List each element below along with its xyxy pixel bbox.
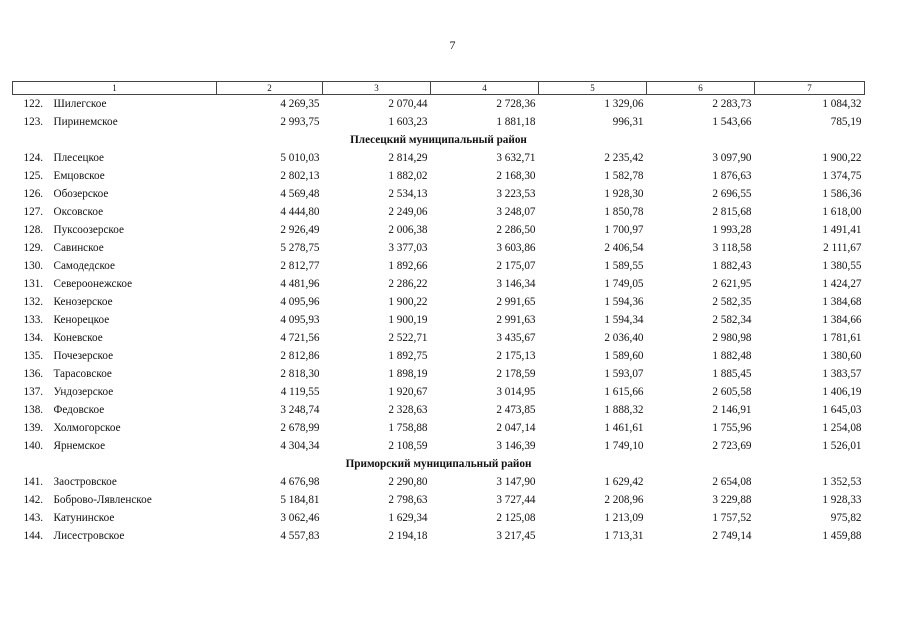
value-cell: 4 119,55 xyxy=(280,385,320,398)
row-label-cell xyxy=(13,491,217,509)
row-label-cell xyxy=(13,95,217,114)
settlement-name: Холмогорское xyxy=(53,421,121,434)
value-cell: 2 175,13 xyxy=(496,349,536,362)
value-cell: 2 235,42 xyxy=(604,151,644,164)
value-cell: 1 615,66 xyxy=(604,385,644,398)
value-cell: 2 654,08 xyxy=(712,475,752,488)
value-cell: 1 749,10 xyxy=(604,439,644,452)
row-label-cell xyxy=(13,473,217,491)
settlement-name: Шилегское xyxy=(53,97,107,110)
settlement-name: Федовское xyxy=(53,403,105,416)
settlement-name: Самодедское xyxy=(53,259,116,272)
table-body xyxy=(13,82,865,546)
table-row xyxy=(13,437,865,455)
value-cell: 2 582,34 xyxy=(712,313,752,326)
value-cell: 2 991,63 xyxy=(496,313,536,326)
table-row xyxy=(13,149,865,167)
value-cell: 1 603,23 xyxy=(388,115,428,128)
row-label-cell xyxy=(13,509,217,527)
value-cell: 2 696,55 xyxy=(712,187,752,200)
value-cell: 2 802,13 xyxy=(280,169,320,182)
value-cell: 1 380,60 xyxy=(822,349,862,362)
value-cell: 1 383,57 xyxy=(822,367,862,380)
value-cell: 2 286,22 xyxy=(388,277,428,290)
value-cell: 1 254,08 xyxy=(822,421,862,434)
value-cell: 2 812,77 xyxy=(280,259,320,272)
value-cell: 2 991,65 xyxy=(496,295,536,308)
value-cell: 1 380,55 xyxy=(822,259,862,272)
value-cell: 3 248,07 xyxy=(496,205,536,218)
table-row xyxy=(13,257,865,275)
value-cell: 1 586,36 xyxy=(822,187,862,200)
value-cell: 2 283,73 xyxy=(712,97,752,110)
row-number: 128. xyxy=(23,223,44,236)
row-number: 136. xyxy=(23,367,44,380)
settlement-name: Обозерское xyxy=(53,187,109,200)
row-number: 138. xyxy=(23,403,44,416)
value-cell: 2 993,75 xyxy=(280,115,320,128)
value-cell: 2 328,63 xyxy=(388,403,428,416)
value-cell: 5 010,03 xyxy=(280,151,320,164)
table-row xyxy=(13,203,865,221)
value-cell: 2 812,86 xyxy=(280,349,320,362)
value-cell: 1 928,33 xyxy=(822,493,862,506)
value-cell: 3 229,88 xyxy=(712,493,752,506)
value-cell: 1 882,48 xyxy=(712,349,752,362)
settlement-name: Емцовское xyxy=(53,169,105,182)
settlement-name: Ярнемское xyxy=(53,439,106,452)
settlement-name: Оксовское xyxy=(53,205,104,218)
settlement-name: Ундозерское xyxy=(53,385,114,398)
row-label-cell xyxy=(13,401,217,419)
table-row xyxy=(13,311,865,329)
table-row xyxy=(13,419,865,437)
page-number: 7 xyxy=(449,38,456,52)
value-cell: 1 900,19 xyxy=(388,313,428,326)
value-cell: 1 406,19 xyxy=(822,385,862,398)
row-number: 131. xyxy=(23,277,44,290)
value-cell: 2 146,91 xyxy=(712,403,752,416)
value-cell: 4 481,96 xyxy=(280,277,320,290)
row-label-cell xyxy=(13,311,217,329)
value-cell: 1 384,66 xyxy=(822,313,862,326)
table-row xyxy=(13,527,865,545)
row-label-cell xyxy=(13,365,217,383)
value-cell: 2 194,18 xyxy=(388,529,428,542)
value-cell: 3 062,46 xyxy=(280,511,320,524)
table-row xyxy=(13,113,865,131)
value-cell: 1 900,22 xyxy=(388,295,428,308)
value-cell: 1 589,60 xyxy=(604,349,644,362)
row-number: 142. xyxy=(23,493,44,506)
row-label-cell xyxy=(13,257,217,275)
settlement-name: Североонежское xyxy=(53,277,133,290)
value-cell: 1 645,03 xyxy=(822,403,862,416)
value-cell: 5 278,75 xyxy=(280,241,320,254)
settlement-name: Плесецкое xyxy=(53,151,105,164)
value-cell: 2 582,35 xyxy=(712,295,752,308)
row-number: 132. xyxy=(23,295,44,308)
column-header: 1 xyxy=(13,82,217,95)
row-label-cell xyxy=(13,383,217,401)
value-cell: 2 749,14 xyxy=(712,529,752,542)
row-label-cell xyxy=(13,167,217,185)
value-cell: 2 286,50 xyxy=(496,223,536,236)
row-number: 141. xyxy=(23,475,44,488)
value-cell: 2 728,36 xyxy=(496,97,536,110)
column-header: 2 xyxy=(217,82,323,95)
value-cell: 1 928,30 xyxy=(604,187,644,200)
value-cell: 1 850,78 xyxy=(604,205,644,218)
table-row xyxy=(13,95,865,114)
table-row xyxy=(13,329,865,347)
district-title: Приморский муниципальный район xyxy=(345,457,532,470)
value-cell: 2 980,98 xyxy=(712,331,752,344)
value-cell: 3 014,95 xyxy=(496,385,536,398)
value-cell: 1 594,34 xyxy=(604,313,644,326)
value-cell: 2 818,30 xyxy=(280,367,320,380)
value-cell: 1 594,36 xyxy=(604,295,644,308)
value-cell: 2 006,38 xyxy=(388,223,428,236)
value-cell: 2 208,96 xyxy=(604,493,644,506)
value-cell: 1 758,88 xyxy=(388,421,428,434)
value-cell: 1 618,00 xyxy=(822,205,862,218)
value-cell: 2 605,58 xyxy=(712,385,752,398)
value-cell: 1 589,55 xyxy=(604,259,644,272)
value-cell: 1 892,75 xyxy=(388,349,428,362)
value-cell: 3 248,74 xyxy=(280,403,320,416)
value-cell: 2 534,13 xyxy=(388,187,428,200)
row-label-cell xyxy=(13,113,217,131)
data-table xyxy=(12,81,865,545)
value-cell: 4 557,83 xyxy=(280,529,320,542)
value-cell: 2 125,08 xyxy=(496,511,536,524)
value-cell: 3 603,86 xyxy=(496,241,536,254)
value-cell: 2 723,69 xyxy=(712,439,752,452)
value-cell: 2 290,80 xyxy=(388,475,428,488)
table-row xyxy=(13,293,865,311)
row-number: 129. xyxy=(23,241,44,254)
row-number: 137. xyxy=(23,385,44,398)
value-cell: 1 898,19 xyxy=(388,367,428,380)
value-cell: 3 217,45 xyxy=(496,529,536,542)
row-label-cell xyxy=(13,221,217,239)
table-row xyxy=(13,491,865,509)
table-row xyxy=(13,347,865,365)
value-cell: 3 435,67 xyxy=(496,331,536,344)
column-header: 3 xyxy=(323,82,431,95)
value-cell: 1 593,07 xyxy=(604,367,644,380)
value-cell: 1 491,41 xyxy=(822,223,862,236)
settlement-name: Пиринемское xyxy=(53,115,118,128)
row-label-cell xyxy=(13,293,217,311)
row-number: 139. xyxy=(23,421,44,434)
value-cell: 2 108,59 xyxy=(388,439,428,452)
row-number: 127. xyxy=(23,205,44,218)
value-cell: 2 926,49 xyxy=(280,223,320,236)
settlement-name: Тарасовское xyxy=(53,367,112,380)
row-label-cell xyxy=(13,185,217,203)
value-cell: 1 700,97 xyxy=(604,223,644,236)
value-cell: 4 269,35 xyxy=(280,97,320,110)
table-row xyxy=(13,473,865,491)
value-cell: 4 676,98 xyxy=(280,475,320,488)
row-label-cell xyxy=(13,275,217,293)
value-cell: 1 213,09 xyxy=(604,511,644,524)
value-cell: 1 900,22 xyxy=(822,151,862,164)
value-cell: 1 993,28 xyxy=(712,223,752,236)
row-number: 122. xyxy=(23,97,44,110)
row-number: 134. xyxy=(23,331,44,344)
value-cell: 3 223,53 xyxy=(496,187,536,200)
value-cell: 1 882,43 xyxy=(712,259,752,272)
value-cell: 1 374,75 xyxy=(822,169,862,182)
value-cell: 3 727,44 xyxy=(496,493,536,506)
value-cell: 1 755,96 xyxy=(712,421,752,434)
value-cell: 2 798,63 xyxy=(388,493,428,506)
value-cell: 1 329,06 xyxy=(604,97,644,110)
value-cell: 1 885,45 xyxy=(712,367,752,380)
value-cell: 4 095,93 xyxy=(280,313,320,326)
value-cell: 2 249,06 xyxy=(388,205,428,218)
row-label-cell xyxy=(13,149,217,167)
column-header: 6 xyxy=(647,82,755,95)
value-cell: 2 473,85 xyxy=(496,403,536,416)
value-cell: 3 146,39 xyxy=(496,439,536,452)
row-number: 133. xyxy=(23,313,44,326)
value-cell: 4 304,34 xyxy=(280,439,320,452)
value-cell: 1 461,61 xyxy=(604,421,644,434)
value-cell: 1 757,52 xyxy=(712,511,752,524)
column-header-row xyxy=(13,82,865,95)
table-row xyxy=(13,275,865,293)
value-cell: 785,19 xyxy=(830,115,862,128)
value-cell: 2 070,44 xyxy=(388,97,428,110)
settlement-name: Кенозерское xyxy=(53,295,113,308)
row-label-cell xyxy=(13,203,217,221)
value-cell: 2 406,54 xyxy=(604,241,644,254)
value-cell: 3 118,58 xyxy=(712,241,752,254)
value-cell: 1 713,31 xyxy=(604,529,644,542)
value-cell: 1 424,27 xyxy=(822,277,862,290)
value-cell: 1 526,01 xyxy=(822,439,862,452)
value-cell: 1 352,53 xyxy=(822,475,862,488)
row-number: 143. xyxy=(23,511,44,524)
value-cell: 2 522,71 xyxy=(388,331,428,344)
settlement-name: Кенорецкое xyxy=(53,313,110,326)
column-header: 4 xyxy=(431,82,539,95)
table-row xyxy=(13,185,865,203)
table-row xyxy=(13,401,865,419)
value-cell: 1 892,66 xyxy=(388,259,428,272)
value-cell: 3 146,34 xyxy=(496,277,536,290)
district-title: Плесецкий муниципальный район xyxy=(350,133,527,146)
value-cell: 3 377,03 xyxy=(388,241,428,254)
settlement-name: Коневское xyxy=(53,331,103,344)
value-cell: 2 178,59 xyxy=(496,367,536,380)
settlement-name: Заостровское xyxy=(53,475,117,488)
value-cell: 975,82 xyxy=(830,511,862,524)
settlement-name: Боброво-Лявленское xyxy=(53,493,152,506)
settlement-name: Пуксоозерское xyxy=(53,223,124,236)
value-cell: 1 543,66 xyxy=(712,115,752,128)
value-cell: 1 882,02 xyxy=(388,169,428,182)
value-cell: 1 876,63 xyxy=(712,169,752,182)
row-number: 140. xyxy=(23,439,44,452)
settlement-name: Почезерское xyxy=(53,349,114,362)
row-label-cell xyxy=(13,239,217,257)
table-row xyxy=(13,239,865,257)
value-cell: 2 036,40 xyxy=(604,331,644,344)
row-number: 126. xyxy=(23,187,44,200)
value-cell: 2 168,30 xyxy=(496,169,536,182)
row-number: 125. xyxy=(23,169,44,182)
settlement-name: Лисестровское xyxy=(53,529,125,542)
table-row xyxy=(13,365,865,383)
table-row xyxy=(13,383,865,401)
settlement-name: Савинское xyxy=(53,241,104,254)
table-row xyxy=(13,509,865,527)
value-cell: 1 459,88 xyxy=(822,529,862,542)
row-label-cell xyxy=(13,329,217,347)
column-header: 5 xyxy=(539,82,647,95)
value-cell: 4 444,80 xyxy=(280,205,320,218)
row-number: 135. xyxy=(23,349,44,362)
table-row xyxy=(13,167,865,185)
value-cell: 2 621,95 xyxy=(712,277,752,290)
row-number: 144. xyxy=(23,529,44,542)
column-header: 7 xyxy=(755,82,865,95)
value-cell: 2 047,14 xyxy=(496,421,536,434)
value-cell: 1 384,68 xyxy=(822,295,862,308)
district-header-row xyxy=(13,455,865,473)
value-cell: 4 569,48 xyxy=(280,187,320,200)
value-cell: 1 888,32 xyxy=(604,403,644,416)
value-cell: 4 721,56 xyxy=(280,331,320,344)
value-cell: 4 095,96 xyxy=(280,295,320,308)
value-cell: 2 175,07 xyxy=(496,259,536,272)
row-label-cell xyxy=(13,527,217,545)
value-cell: 1 084,32 xyxy=(822,97,862,110)
value-cell: 3 632,71 xyxy=(496,151,536,164)
value-cell: 2 814,29 xyxy=(388,151,428,164)
value-cell: 1 920,67 xyxy=(388,385,428,398)
table-row xyxy=(13,221,865,239)
value-cell: 5 184,81 xyxy=(280,493,320,506)
settlement-name: Катунинское xyxy=(53,511,115,524)
value-cell: 3 097,90 xyxy=(712,151,752,164)
value-cell: 1 629,34 xyxy=(388,511,428,524)
district-header-row xyxy=(13,131,865,149)
value-cell: 1 781,61 xyxy=(822,331,862,344)
value-cell: 996,31 xyxy=(612,115,644,128)
value-cell: 1 582,78 xyxy=(604,169,644,182)
row-number: 123. xyxy=(23,115,44,128)
row-label-cell xyxy=(13,419,217,437)
value-cell: 2 111,67 xyxy=(823,241,862,254)
value-cell: 1 749,05 xyxy=(604,277,644,290)
value-cell: 3 147,90 xyxy=(496,475,536,488)
value-cell: 1 881,18 xyxy=(496,115,536,128)
value-cell: 2 815,68 xyxy=(712,205,752,218)
row-number: 130. xyxy=(23,259,44,272)
value-cell: 1 629,42 xyxy=(604,475,644,488)
value-cell: 2 678,99 xyxy=(280,421,320,434)
row-label-cell xyxy=(13,347,217,365)
row-number: 124. xyxy=(23,151,44,164)
row-label-cell xyxy=(13,437,217,455)
